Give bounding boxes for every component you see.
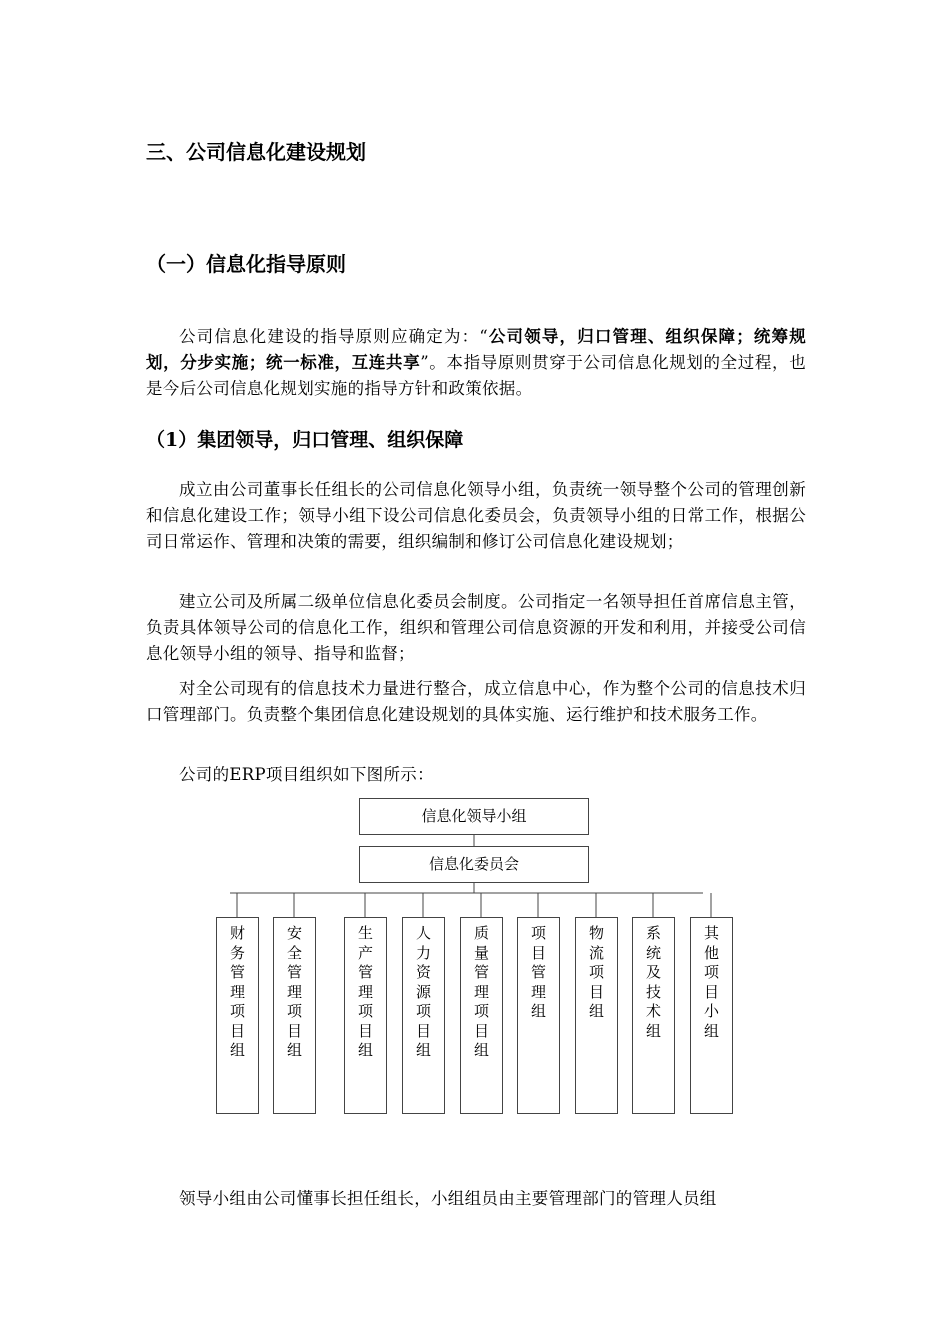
org-group-box [344,917,387,1114]
org-group-box [575,917,618,1114]
item1-title: （1）集团领导，归口管理、组织保障 [146,429,464,451]
intro-lead: 公司信息化建设的指导原则应确定为：“ [179,327,489,346]
org-group-box [690,917,733,1114]
section-title: 三、公司信息化建设规划 [146,140,366,164]
org-group-box [216,917,259,1114]
subsection-title: （一）信息化指导原则 [146,252,346,276]
org-group-box [273,917,316,1114]
org-group-label: 物流项目组 [589,924,605,1020]
figure-intro: 公司的ERP项目组织如下图所示： [179,765,434,784]
org-group-label: 系统及技术组 [646,924,662,1040]
org-box-leader: 信息化领导小组 [359,798,589,835]
org-group-box [402,917,445,1114]
intro-tail: ”。本指导原则贯穿于公司信息化规划的全过程，也是今后公司信息化规划实施的指导方针和政策依据。 [146,353,806,398]
org-group-label: 安全管理项目组 [287,924,303,1059]
org-group-box [632,917,675,1114]
body-paragraph: 建立公司及所属二级单位信息化委员会制度。公司指定一名领导担任首席信息主管，负责具体领导公司的信息化工作，组织和管理公司信息资源的开发和利用，并接受公司信息化领导小组的领导、指导和监督； [146,592,806,663]
org-group-label: 生产管理项目组 [358,924,374,1059]
org-group-box [517,917,560,1114]
org-group-label: 项目管理组 [531,924,547,1020]
body-paragraph: 成立由公司董事长任组长的公司信息化领导小组，负责统一领导整个公司的管理创新和信息化建设工作；领导小组下设公司信息化委员会，负责领导小组的日常工作，根据公司日常运作、管理和决策的需要，组织编制和修订公司信息化建设规划； [146,480,806,551]
org-group-label: 其他项目小组 [704,924,720,1040]
intro-principle: 公司领导，归口管理、组织保障；统筹规划，分步实施；统一标准，互连共享 [146,327,806,372]
org-group-box [460,917,503,1114]
org-group-label: 质量管理项目组 [474,924,490,1059]
org-box-committee: 信息化委员会 [359,846,589,883]
body-paragraph: 对全公司现有的信息技术力量进行整合，成立信息中心，作为整个公司的信息技术归口管理部门。负责整个集团信息化建设规划的具体实施、运行维护和技术服务工作。 [146,679,806,724]
org-group-label: 人力资源项目组 [416,924,432,1059]
intro-paragraph [146,324,806,402]
org-group-label: 财务管理项目组 [230,924,246,1059]
closing-paragraph: 领导小组由公司懂事长担任组长，小组组员由主要管理部门的管理人员组 [179,1189,717,1208]
